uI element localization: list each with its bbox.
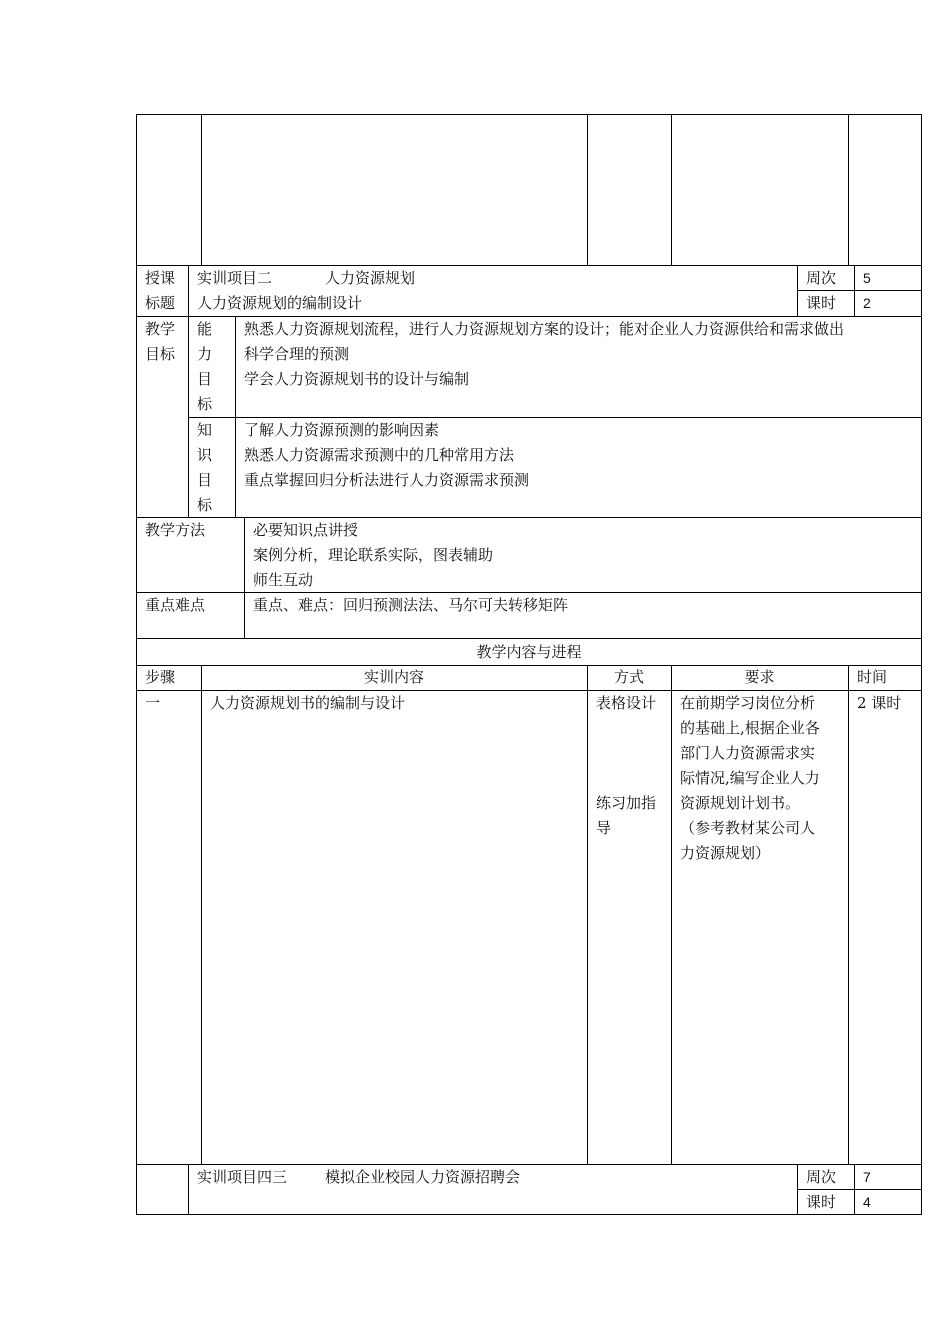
rule xyxy=(244,517,245,638)
rule xyxy=(136,638,922,639)
hours-value-2: 4 xyxy=(863,1194,871,1210)
rule xyxy=(235,316,236,517)
rule xyxy=(671,114,672,265)
rule xyxy=(188,1164,189,1214)
rule xyxy=(854,1164,855,1214)
header-content: 实训内容 xyxy=(363,668,424,686)
ability-label: 能 力 目 标 xyxy=(197,320,213,413)
header-step: 步骤 xyxy=(145,668,176,686)
methods-list: 必要知识点讲授 案例分析，理论联系实际，图表辅助 师生互动 xyxy=(253,521,494,589)
week-label: 周次 xyxy=(806,269,837,287)
rule xyxy=(854,265,855,316)
week-value-2: 7 xyxy=(863,1169,871,1185)
hours-label: 课时 xyxy=(806,294,837,312)
knowledge-objectives: 了解人力资源预测的影响因素 熟悉人力资源需求预测中的几种常用方法 重点掌握回归分析法进行人力资源需求预测 xyxy=(244,421,530,489)
rule xyxy=(587,665,588,1164)
header-requirement: 要求 xyxy=(744,668,775,686)
row-requirement: 在前期学习岗位分析 的基础上,根据企业各 部门人力资源需求实 际情况,编写企业人力 资源规划计划书。 （参考教材某公司人 力资源规划） xyxy=(680,694,820,862)
methods-label: 教学方法 xyxy=(145,521,206,539)
week-label-2: 周次 xyxy=(806,1168,837,1186)
hours-value: 2 xyxy=(863,295,871,311)
ability-objectives: 熟悉人力资源规划流程，进行人力资源规划方案的设计；能对企业人力资源供给和需求做出 科学合理的预测 学会人力资源规划书的设计与编制 xyxy=(244,320,845,388)
project-number-2: 实训项目四三 xyxy=(197,1168,288,1186)
rule xyxy=(848,665,849,1164)
project-name-2: 模拟企业校园人力资源招聘会 xyxy=(325,1168,521,1186)
content-section-title: 教学内容与进程 xyxy=(476,643,582,661)
row-mode: 表格设计 练习加指 导 xyxy=(596,694,657,837)
week-value: 5 xyxy=(863,270,871,286)
rule xyxy=(136,1214,922,1215)
rule xyxy=(797,1164,798,1214)
course-subtitle: 人力资源规划的编制设计 xyxy=(197,294,363,312)
rule xyxy=(797,265,798,316)
keypoints-text: 重点、难点：回归预测法法、马尔可夫转移矩阵 xyxy=(253,596,569,614)
objectives-label: 教学 目标 xyxy=(145,320,176,363)
course-title-label: 授课 标题 xyxy=(145,269,176,312)
hours-label-2: 课时 xyxy=(806,1193,837,1211)
keypoints-label: 重点难点 xyxy=(145,596,206,614)
header-mode: 方式 xyxy=(613,668,644,686)
project-name: 人力资源规划 xyxy=(325,269,416,287)
row-time: 2 课时 xyxy=(857,694,902,712)
header-time: 时间 xyxy=(857,668,888,686)
knowledge-label: 知 识 目 标 xyxy=(197,421,213,514)
rule xyxy=(136,114,922,115)
rule xyxy=(188,265,189,517)
rule xyxy=(848,114,849,265)
rule xyxy=(201,114,202,265)
row-step: 一 xyxy=(145,694,161,712)
row-content: 人力资源规划书的编制与设计 xyxy=(210,694,406,712)
project-number: 实训项目二 xyxy=(197,269,273,287)
rule xyxy=(587,114,588,265)
rule xyxy=(671,665,672,1164)
rule xyxy=(201,665,202,1164)
